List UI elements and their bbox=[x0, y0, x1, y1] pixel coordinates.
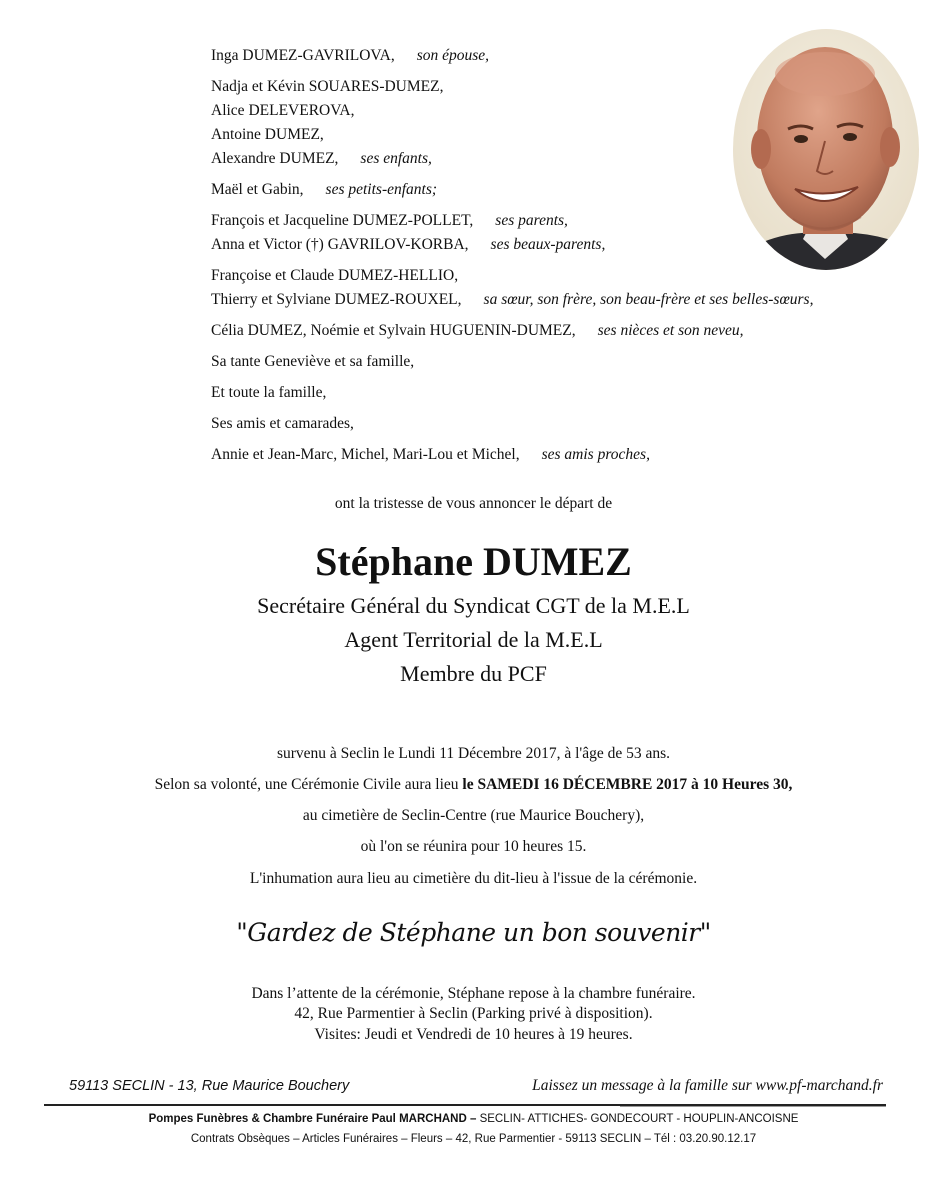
mourner-name: Ses amis et camarades, bbox=[211, 415, 354, 432]
company-locations: SECLIN- ATTICHES- GONDECOURT - HOUPLIN-ANCOISNE bbox=[479, 1113, 799, 1125]
death-info: survenu à Seclin le Lundi 11 Décembre 2017, à l'âge de 53 ans. bbox=[276, 745, 671, 762]
deceased-role-1: Secrétaire Général du Syndicat CGT de la M.E.L bbox=[257, 593, 690, 618]
mourner-name: François et Jacqueline DUMEZ-POLLET, bbox=[211, 212, 474, 229]
mourner-name: Françoise et Claude DUMEZ-HELLIO, bbox=[211, 267, 459, 284]
mourner-name: Alexandre DUMEZ, bbox=[211, 150, 339, 167]
mourner-line bbox=[211, 350, 931, 374]
mourner-name: Sa tante Geneviève et sa famille, bbox=[211, 353, 415, 370]
mourner-name: Antoine DUMEZ, bbox=[211, 126, 324, 143]
mourner-name: Célia DUMEZ, Noémie et Sylvain HUGUENIN-DUMEZ, bbox=[211, 322, 576, 339]
mourner-name: Et toute la famille, bbox=[211, 384, 327, 401]
mourner-name: Anna et Victor (†) GAVRILOV-KORBA, bbox=[211, 236, 469, 253]
ceremony-place: au cimetière de Seclin-Centre (rue Maurice Bouchery), bbox=[302, 807, 645, 824]
deceased-role-2: Agent Territorial de la M.E.L bbox=[344, 627, 603, 652]
mourner-line bbox=[211, 443, 931, 467]
portrait-image bbox=[733, 29, 919, 270]
remembrance-quote: "Gardez de Stéphane un bon souvenir" bbox=[236, 918, 711, 947]
mourner-line bbox=[211, 412, 931, 436]
mourner-relation: ses petits-enfants; bbox=[325, 181, 438, 198]
footer-address: 59113 SECLIN - 13, Rue Maurice Bouchery bbox=[69, 1078, 350, 1094]
mourner-line bbox=[211, 381, 931, 405]
mourner-relation: ses parents, bbox=[495, 212, 568, 229]
portrait-photo bbox=[733, 29, 919, 270]
company-services: Contrats Obsèques – Articles Funéraires – Fleurs – 42, Rue Parmentier - 59113 SECLIN – Tél : 03.20.90.12.17 bbox=[190, 1133, 757, 1145]
mourner-relation: ses beaux-parents, bbox=[490, 236, 606, 253]
ceremony-info bbox=[0, 776, 947, 794]
ceremony-prefix: Selon sa volonté, une Cérémonie Civile aura lieu bbox=[154, 776, 463, 793]
ceremony-date: le SAMEDI 16 DÉCEMBRE 2017 à 10 Heures 30, bbox=[462, 776, 793, 793]
attente-line-2: 42, Rue Parmentier à Seclin (Parking privé à disposition). bbox=[294, 1005, 653, 1022]
mourner-name: Nadja et Kévin SOUARES-DUMEZ, bbox=[211, 78, 444, 95]
footer-message: Laissez un message à la famille sur www.pf-marchand.fr bbox=[532, 1077, 883, 1094]
mourner-relation: sa sœur, son frère, son beau-frère et ses belles-sœurs, bbox=[483, 291, 814, 308]
company-name: Pompes Funèbres & Chambre Funéraire Paul MARCHAND – bbox=[148, 1113, 480, 1125]
mourner-line bbox=[211, 319, 931, 343]
mourner-relation: son épouse, bbox=[416, 47, 490, 64]
intro-text: ont la tristesse de vous annoncer le départ de bbox=[334, 495, 613, 512]
attente-line-1: Dans l’attente de la cérémonie, Stéphane repose à la chambre funéraire. bbox=[251, 985, 696, 1002]
mourner-line bbox=[211, 288, 931, 312]
mourner-name: Annie et Jean-Marc, Michel, Mari-Lou et Michel, bbox=[211, 446, 520, 463]
attente-line-3: Visites: Jeudi et Vendredi de 10 heures à 19 heures. bbox=[314, 1026, 633, 1043]
mourner-relation: ses amis proches, bbox=[541, 446, 650, 463]
footer-divider-accent bbox=[620, 1106, 886, 1107]
mourner-relation: ses nièces et son neveu, bbox=[597, 322, 744, 339]
meeting-time: où l'on se réunira pour 10 heures 15. bbox=[360, 838, 587, 855]
company-line bbox=[0, 1113, 947, 1125]
mourner-name: Inga DUMEZ-GAVRILOVA, bbox=[211, 47, 395, 64]
mourner-name: Thierry et Sylviane DUMEZ-ROUXEL, bbox=[211, 291, 462, 308]
mourner-relation: ses enfants, bbox=[360, 150, 432, 167]
burial-info: L'inhumation aura lieu au cimetière du dit-lieu à l'issue de la cérémonie. bbox=[249, 870, 698, 887]
mourner-name: Alice DELEVEROVA, bbox=[211, 102, 355, 119]
deceased-role-3: Membre du PCF bbox=[400, 661, 547, 686]
deceased-name: Stéphane DUMEZ bbox=[315, 539, 632, 584]
mourner-name: Maël et Gabin, bbox=[211, 181, 304, 198]
